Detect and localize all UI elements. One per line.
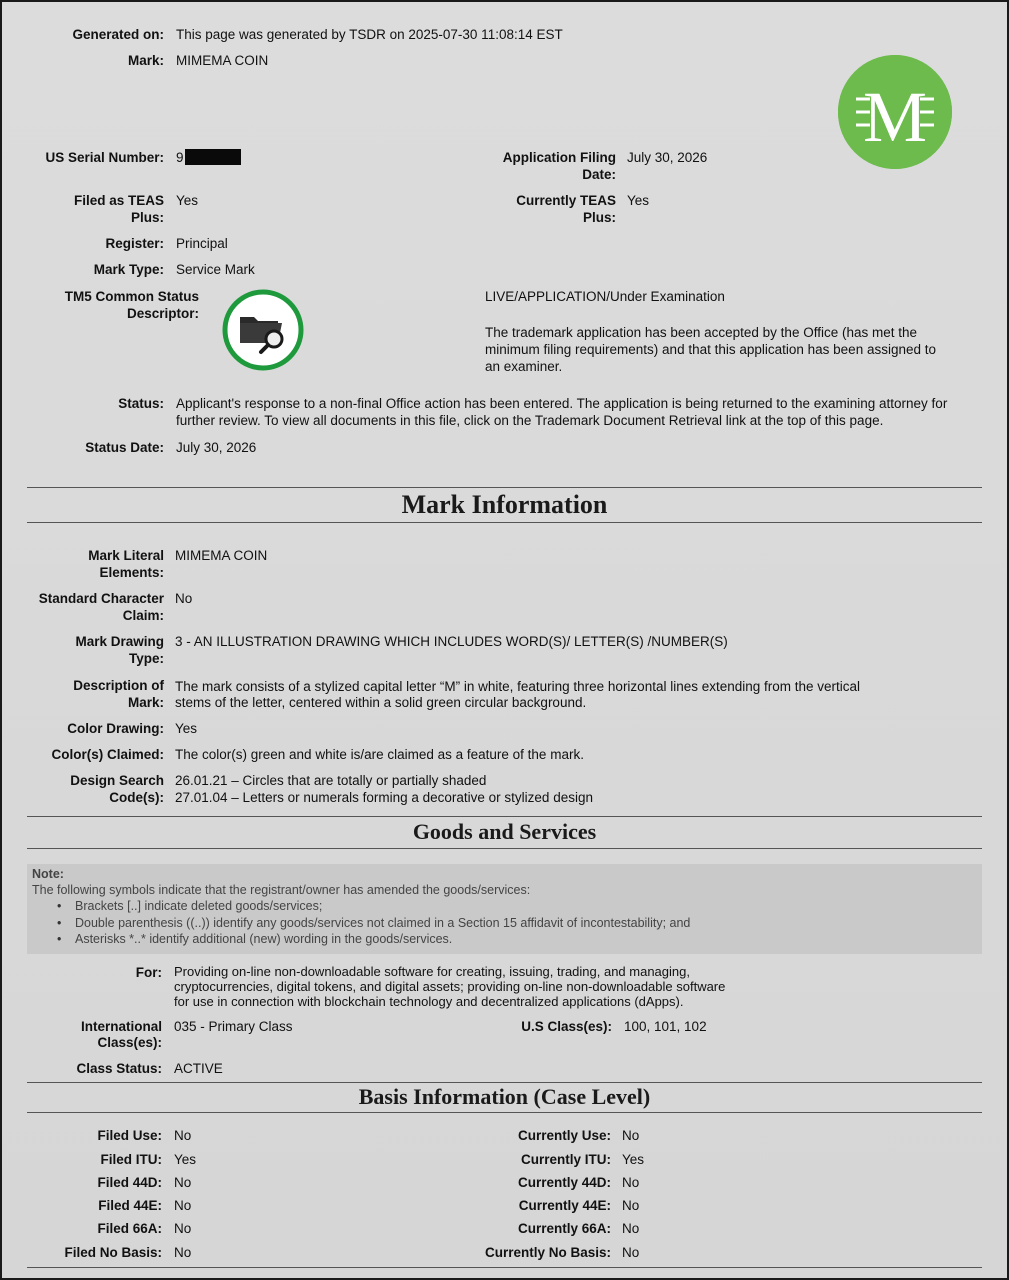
- basis-right-value: No: [622, 1221, 640, 1236]
- basis-right-label: Currently 44E:: [518, 1198, 611, 1213]
- note-item: • Double parenthesis ((..)) identify any goods/services not claimed in a Section 15 affidavit of incontestability; and: [57, 915, 690, 932]
- intl-class-label-1: International: [80, 1019, 162, 1034]
- std-char-value: No: [175, 591, 193, 606]
- register-value: Principal: [176, 236, 228, 251]
- drawing-type-label-2: Type:: [128, 651, 164, 666]
- mark-label: Mark:: [127, 53, 164, 68]
- note-title: Note:: [32, 867, 64, 881]
- section-rule: [27, 816, 982, 817]
- drawing-type-value: 3 - AN ILLUSTRATION DRAWING WHICH INCLUDES WORD(S)/ LETTER(S) /NUMBER(S): [175, 634, 728, 649]
- basis-left-value: No: [174, 1221, 192, 1236]
- tm5-desc-1: The trademark application has been accepted by the Office (has met the: [485, 325, 917, 340]
- section-rule: [27, 848, 982, 849]
- basis-right-label: Currently 66A:: [517, 1221, 611, 1236]
- basis-left-label: Filed 44E:: [98, 1198, 162, 1213]
- currently-teas-label-1: Currently TEAS: [516, 193, 616, 208]
- basis-left-label: Filed No Basis:: [64, 1245, 162, 1260]
- section-rule: [27, 487, 982, 488]
- design-search-line-2: 27.01.04 – Letters or numerals forming a decorative or stylized design: [175, 790, 593, 805]
- for-line-3: for use in connection with blockchain technology and decentralized applications (dApps).: [174, 994, 684, 1009]
- literal-label-1: Mark Literal: [88, 548, 164, 563]
- note-intro: The following symbols indicate that the registrant/owner has amended the goods/services:: [32, 883, 531, 897]
- register-label: Register:: [105, 236, 164, 251]
- for-line-1: Providing on-line non-downloadable software for creating, issuing, trading, and managing,: [174, 964, 690, 979]
- tm5-title: LIVE/APPLICATION/Under Examination: [485, 289, 725, 304]
- mark-type-label: Mark Type:: [93, 262, 164, 277]
- for-line-2: cryptocurrencies, digital tokens, and digital assets; providing on-line non-downloadable software: [174, 979, 726, 994]
- description-line-1: The mark consists of a stylized capital letter “M” in white, featuring three horizontal lines extending from the vertical: [175, 679, 861, 694]
- us-class-label: U.S Class(es):: [521, 1019, 612, 1034]
- mark-type-value: Service Mark: [176, 262, 255, 277]
- currently-teas-value: Yes: [627, 193, 650, 208]
- currently-teas-label-2: Plus:: [582, 210, 616, 225]
- teas-plus-label-2: Plus:: [130, 210, 164, 225]
- intl-class-value: 035 - Primary Class: [174, 1019, 293, 1034]
- amendment-note: [27, 864, 982, 954]
- class-status-label: Class Status:: [76, 1061, 162, 1076]
- basis-left-label: Filed Use:: [97, 1128, 162, 1143]
- status-label: Status:: [118, 396, 164, 411]
- section-rule: [27, 522, 982, 523]
- mark-info-heading: Mark Information: [401, 490, 608, 519]
- basis-right-value: No: [622, 1245, 640, 1260]
- description-label-1: Description of: [73, 678, 164, 693]
- filing-date-value: July 30, 2026: [627, 150, 708, 165]
- generated-on-value: This page was generated by TSDR on 2025-07-30 11:08:14 EST: [176, 27, 563, 42]
- tm5-desc-2: minimum filing requirements) and that this application has been assigned to: [485, 342, 936, 357]
- section-rule: [27, 1112, 982, 1113]
- mark-logo: [838, 55, 952, 169]
- color-drawing-label: Color Drawing:: [67, 721, 164, 736]
- note-list: [57, 898, 690, 948]
- serial-label: US Serial Number:: [45, 150, 164, 165]
- literal-label-2: Elements:: [99, 565, 164, 580]
- basis-left-value: No: [174, 1245, 192, 1260]
- for-label: For:: [135, 965, 162, 980]
- redaction-bar: [185, 149, 241, 165]
- m-logo-icon: [838, 55, 952, 169]
- tm5-status-icon: [222, 289, 304, 371]
- tm5-desc-3: an examiner.: [485, 359, 563, 374]
- design-search-label-2: Code(s):: [109, 790, 164, 805]
- class-status-value: ACTIVE: [174, 1061, 223, 1076]
- design-search-label-1: Design Search: [70, 773, 164, 788]
- basis-left-value: No: [174, 1128, 192, 1143]
- teas-plus-label-1: Filed as TEAS: [73, 193, 164, 208]
- note-item: • Asterisks *..* identify additional (new) wording in the goods/services.: [57, 931, 690, 948]
- basis-right-value: No: [622, 1198, 640, 1213]
- folder-search-icon: [222, 289, 304, 371]
- drawing-type-label-1: Mark Drawing: [75, 634, 164, 649]
- basis-right-value: Yes: [622, 1152, 645, 1167]
- note-item: • Brackets [..] indicate deleted goods/services;: [57, 898, 690, 915]
- std-char-label-2: Claim:: [122, 608, 164, 623]
- basis-right-label: Currently No Basis:: [484, 1245, 611, 1260]
- tm5-label-1: TM5 Common Status: [64, 289, 199, 304]
- filing-date-label-2: Date:: [582, 167, 616, 182]
- description-label-2: Mark:: [127, 695, 164, 710]
- goods-heading: Goods and Services: [412, 819, 597, 844]
- description-line-2: stems of the letter, centered within a solid green circular background.: [175, 695, 587, 710]
- tm5-label-2: Descriptor:: [126, 306, 199, 321]
- basis-right-value: No: [622, 1175, 640, 1190]
- status-line-1: Applicant's response to a non-final Office action has been entered. The application is being returned to the examining attorney for: [176, 396, 948, 411]
- status-line-2: further review. To view all documents in this file, click on the Trademark Document Retrieval link at the top of this page.: [176, 413, 884, 428]
- basis-left-value: No: [174, 1175, 192, 1190]
- basis-left-label: Filed 66A:: [97, 1221, 162, 1236]
- basis-left-label: Filed 44D:: [97, 1175, 162, 1190]
- colors-claimed-value: The color(s) green and white is/are claimed as a feature of the mark.: [175, 747, 584, 762]
- us-class-value: 100, 101, 102: [624, 1019, 707, 1034]
- literal-value: MIMEMA COIN: [175, 548, 268, 563]
- filing-date-label-1: Application Filing: [502, 150, 616, 165]
- section-rule: [27, 1082, 982, 1083]
- serial-value: 9: [176, 150, 184, 165]
- std-char-label-1: Standard Character: [38, 591, 164, 606]
- basis-right-value: No: [622, 1128, 640, 1143]
- status-date-label: Status Date:: [85, 440, 164, 455]
- basis-right-label: Currently Use:: [517, 1128, 611, 1143]
- intl-class-label-2: Class(es):: [97, 1035, 162, 1050]
- basis-left-value: Yes: [174, 1152, 197, 1167]
- basis-right-label: Currently ITU:: [520, 1152, 611, 1167]
- logo-letter: M: [862, 77, 928, 157]
- color-drawing-value: Yes: [175, 721, 198, 736]
- design-search-line-1: 26.01.21 – Circles that are totally or partially shaded: [175, 773, 487, 788]
- mark-value: MIMEMA COIN: [176, 53, 269, 68]
- basis-heading: Basis Information (Case Level): [358, 1084, 651, 1109]
- basis-right-label: Currently 44D:: [517, 1175, 611, 1190]
- generated-on-label: Generated on:: [72, 27, 164, 42]
- section-rule: [27, 1267, 982, 1268]
- teas-plus-value: Yes: [176, 193, 199, 208]
- colors-claimed-label: Color(s) Claimed:: [51, 747, 164, 762]
- status-date-value: July 30, 2026: [176, 440, 257, 455]
- basis-left-label: Filed ITU:: [100, 1152, 162, 1167]
- basis-left-value: No: [174, 1198, 192, 1213]
